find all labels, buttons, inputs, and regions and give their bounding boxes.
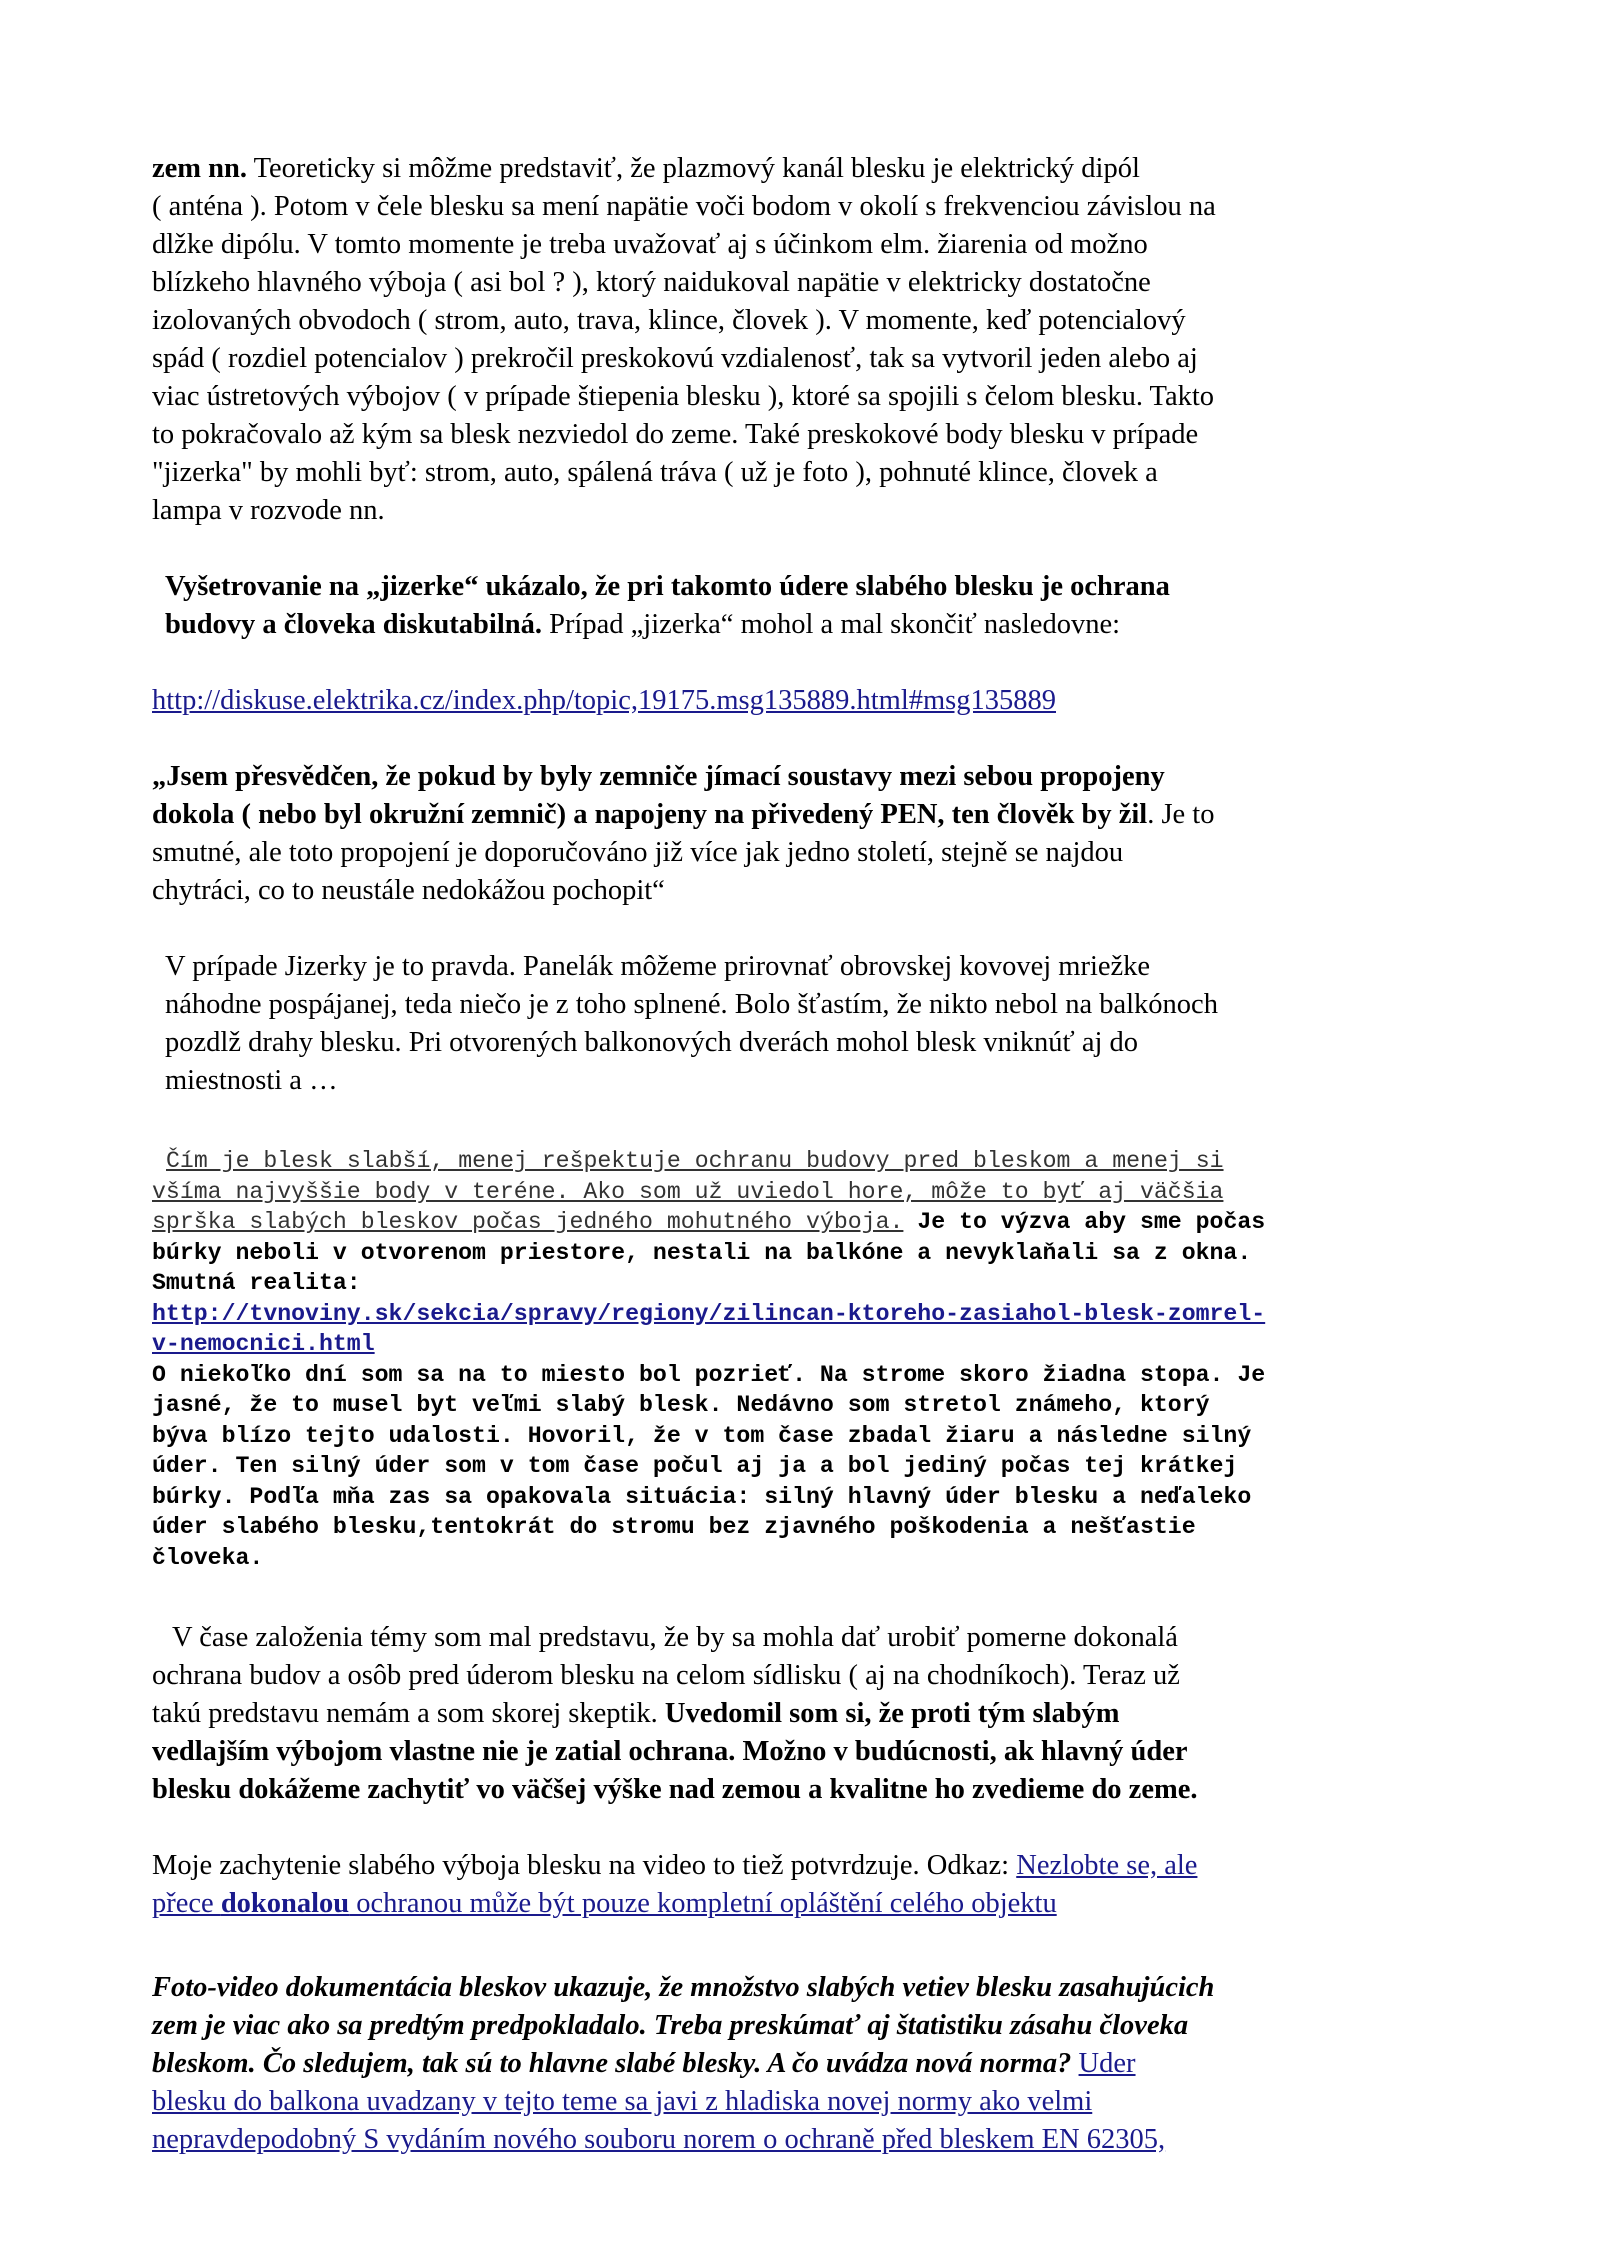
paragraph-4: V prípade Jizerky je to pravda. Panelák môžeme prirovnať obrovskej kovovej mriežke náhodne pospájanej, teda niečo je z toho splnené. Bolo šťastím, že nikto nebol na balkónoch pozdlž drahy blesku. Pri otvorených balkonových dverách mohol blesk vniknúť aj do miestnosti a …: [165, 951, 1218, 1096]
bold-text: zem nn.: [152, 153, 247, 184]
forum-link[interactable]: http://diskuse.elektrika.cz/index.php/topic,19175.msg135889.html#msg135889: [152, 685, 1056, 716]
link-paragraph-1: [152, 682, 1452, 720]
norm-link[interactable]: Uder blesku do balkona uvadzany v tejto teme sa javi z hladiska novej normy ako velmi nepravdepodobný S vydáním nového souboru norem o ochraně před bleskem EN 62305,: [152, 2048, 1166, 2155]
paragraph-6: Moje zachytenie slabého výboja blesku na video to tiež potvrdzuje. Odkaz: Nezlobte se, ale přece dokonalou ochranou může být pouze kompletní opláštění celého objektu: [152, 1850, 1198, 1919]
paragraph-7: Foto-video dokumentácia bleskov ukazuje, že množstvo slabých vetiev blesku zasahujúcich zem je viac ako sa predtým predpokladalo. Treba preskúmať aj štatistiku zásahu človeka bleskom. Čo sledujem, tak sú to hlavne slabé blesky. A čo uvádza nová norma? Uder blesku do balkona uvadzany v tejto teme sa javi z hladiska novej normy ako velmi nepravdepodobný S vydáním nového souboru norem o ochraně před bleskem EN 62305,: [152, 1972, 1215, 2155]
paragraph-3: „Jsem přesvědčen, že pokud by byly zemniče jímací soustavy mezi sebou propojeny dokola ( nebo byl okružní zemnič) a napojeny na přivedený PEN, ten člověk by žil. Je to smutné, ale toto propojení je doporučováno již více jak jedno století, stejně se najdou chytráci, co to neustále nedokážou pochopit“: [152, 761, 1215, 906]
paragraph-5: V čase založenia témy som mal predstavu, že by sa mohla dať urobiť pomerne dokonalá ochrana budov a osôb pred úderom blesku na celom sídlisku ( aj na chodníkoch). Teraz už takú predstavu nemám a som skorej skeptik. Uvedomil som si, že proti tým slabým vedlajším výbojom vlastne nie je zatial ochrana. Možno v budúcnosti, ak hlavný úder blesku dokážeme zachytiť vo väčšej výške nad zemou a kvalitne ho zvedieme do zeme.: [152, 1622, 1198, 1805]
video-link[interactable]: Nezlobte se, ale přece dokonalou ochranou může být pouze kompletní opláštění celého objektu: [152, 1850, 1198, 1919]
monospace-quote-block: Čím je blesk slabší, menej rešpektuje ochranu budovy pred bleskom a menej si všíma najvyššie body v teréne. Ako som už uviedol hore, môže to byť aj väčšia sprška slabých bleskov počas jedného mohutného výboja. Je to výzva aby sme počas búrky neboli v otvorenom priestore, nestali na balkóne a nevyklaňali sa z okna. Smutná realita: http://tvnoviny.sk/sekcia/spravy/regiony/zilincan-ktoreho-zasiahol-blesk-zomrel- v-nemocnici.html O niekoľko dní som sa na to miesto bol pozrieť. Na strome skoro žiadna stopa. Je jasné, že to musel byt veľmi slabý blesk. Nedávno som stretol známeho, ktorý býva blízo tejto udalosti. Hovoril, že v tom čase zbadal žiaru a následne silný úder. Ten silný úder som v tom čase počul aj ja a bol jediný počas tej krátkej búrky. Podľa mňa zas sa opakovala situácia: silný hlavný úder blesku a neďaleko úder slabého blesku,tentokrát do stromu bez zjavného poškodenia a nešťastie človeka.: [152, 1148, 1266, 1571]
document-page: [152, 150, 1452, 2159]
paragraph-2: Vyšetrovanie na „jizerke“ ukázalo, že pri takomto údere slabého blesku je ochrana budovy a človeka diskutabilná. Prípad „jizerka“ mohol a mal skončiť nasledovne:: [165, 571, 1170, 640]
paragraph-1: zem nn. Teoreticky si môžme predstaviť, že plazmový kanál blesku je elektrický dipól ( anténa ). Potom v čele blesku sa mení napätie voči bodom v okolí s frekvenciou závislou na dlžke dipólu. V tomto momente je treba uvažovať aj s účinkom elm. žiarenia od možno blízkeho hlavného výboja ( asi bol ? ), ktorý naidukoval napätie v elektricky dostatočne izolovaných obvodoch ( strom, auto, trava, klince, človek ). V momente, keď potencialový spád ( rozdiel potencialov ) prekročil preskokovú vzdialenosť, tak sa vytvoril jeden alebo aj viac ústretových výbojov ( v prípade štiepenia blesku ), ktoré sa spojili s čelom blesku. Takto to pokračovalo až kým sa blesk nezviedol do zeme. Také preskokové body blesku v prípade "jizerka" by mohli byť: strom, auto, spálená tráva ( už je foto ), pohnuté klince, človek a lampa v rozvode nn.: [152, 153, 1216, 526]
news-link[interactable]: http://tvnoviny.sk/sekcia/spravy/regiony/zilincan-ktoreho-zasiahol-blesk-zomrel- v-nemocnici.html: [152, 1300, 1266, 1357]
